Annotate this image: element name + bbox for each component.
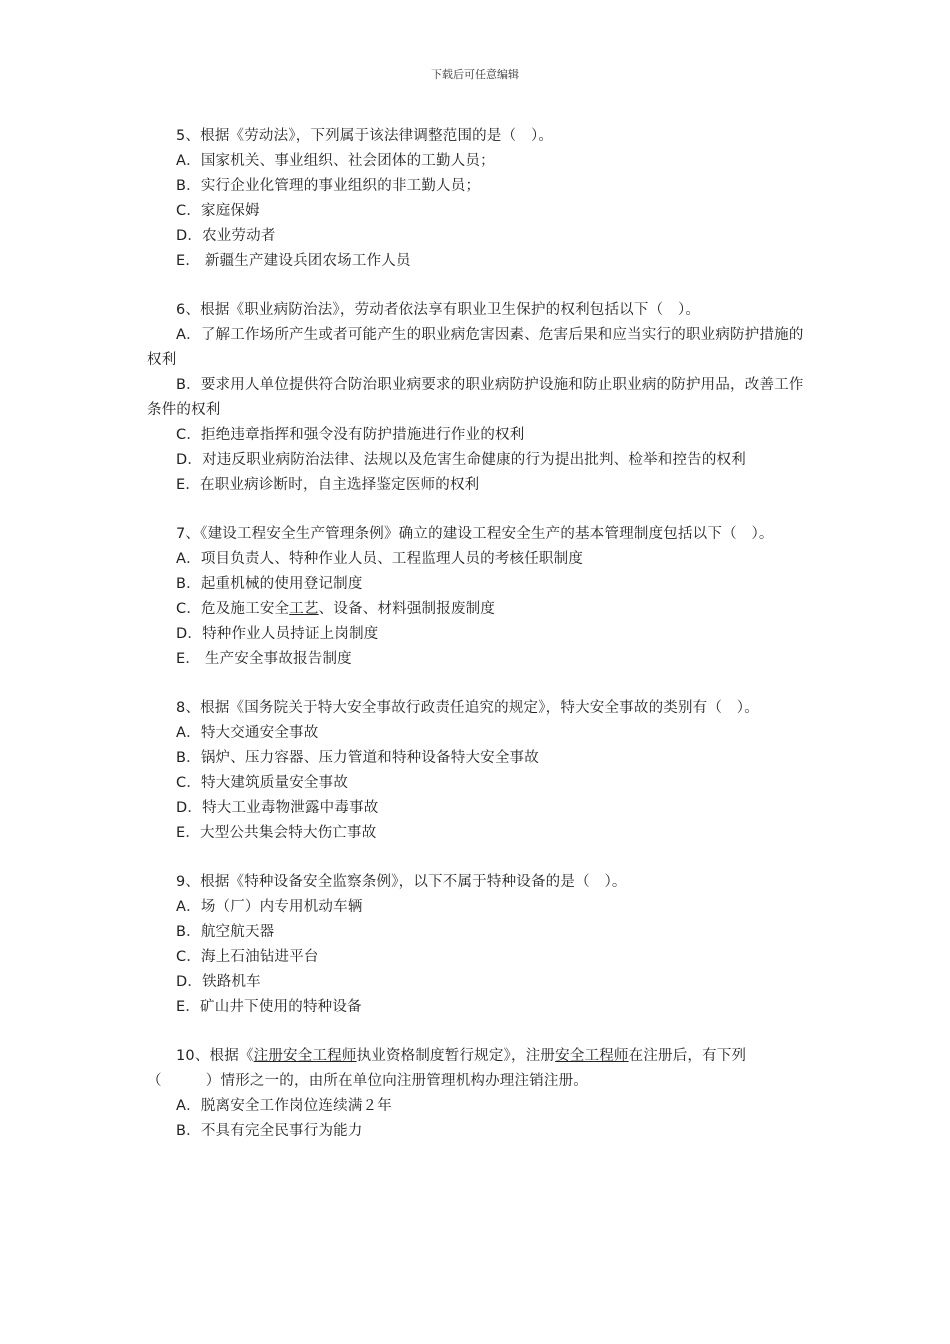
option-b: B．不具有完全民事行为能力 <box>176 1123 363 1139</box>
option-a: A．项目负责人、特种作业人员、工程监理人员的考核任职制度 <box>176 551 584 567</box>
option-e: E．矿山井下使用的特种设备 <box>176 999 362 1015</box>
option-b: B．航空航天器 <box>176 924 275 940</box>
option-e: E． 新疆生产建设兵团农场工作人员 <box>176 253 411 269</box>
question-10 <box>147 1044 807 1144</box>
question-stem: 9、根据《特种设备安全监察条例》，以下不属于特种设备的是（ ）。 <box>176 874 627 890</box>
option-e: E．在职业病诊断时，自主选择鉴定医师的权利 <box>176 477 480 493</box>
linked-term[interactable]: 注册安全工程师 <box>253 1048 357 1064</box>
page-header: 下载后可任意编辑 <box>431 68 519 81</box>
linked-term[interactable]: 安全工程师 <box>555 1048 629 1064</box>
option-c: C．家庭保姆 <box>176 203 260 219</box>
stem-text: 在注册后，有下列（ ）情形之一的，由所在单位向注册管理机构办理注销注册。 <box>147 1048 747 1089</box>
question-9 <box>147 870 807 1020</box>
option-c: C．危及施工安全工艺、设备、材料强制报废制度 <box>176 601 496 617</box>
question-stem: 5、根据《劳动法》，下列属于该法律调整范围的是（ ）。 <box>176 128 554 144</box>
question-stem: 8、根据《国务院关于特大安全事故行政责任追究的规定》，特大安全事故的类别有（ ）。 <box>176 700 759 716</box>
linked-term[interactable]: 工艺 <box>289 601 319 617</box>
stem-text: 10、根据《 <box>176 1048 254 1064</box>
question-stem: 7、《建设工程安全生产管理条例》确立的建设工程安全生产的基本管理制度包括以下（ ）。 <box>176 526 774 542</box>
question-stem: 6、根据《职业病防治法》，劳动者依法享有职业卫生保护的权利包括以下（ ）。 <box>176 302 701 318</box>
option-d: D．对违反职业病防治法律、法规以及危害生命健康的行为提出批判、检举和控告的权利 <box>176 452 746 468</box>
option-b: B．锅炉、压力容器、压力管道和特种设备特大安全事故 <box>176 750 539 766</box>
option-d: D．特大工业毒物泄露中毒事故 <box>176 800 379 816</box>
option-b: B．要求用人单位提供符合防治职业病要求的职业病防护设施和防止职业病的防护用品，改善工作条件的权利 <box>147 377 804 418</box>
question-7 <box>147 522 807 672</box>
option-d: D．铁路机车 <box>176 974 261 990</box>
option-c: C．特大建筑质量安全事故 <box>176 775 349 791</box>
option-a: A．了解工作场所产生或者可能产生的职业病危害因素、危害后果和应当实行的职业病防护措施的权利 <box>147 327 804 368</box>
question-5 <box>147 124 807 274</box>
option-a: A．特大交通安全事故 <box>176 725 319 741</box>
option-e: E． 生产安全事故报告制度 <box>176 651 352 667</box>
option-c: C．海上石油钻进平台 <box>176 949 319 965</box>
option-a: A．场（厂）内专用机动车辆 <box>176 899 363 915</box>
option-b: B．起重机械的使用登记制度 <box>176 576 363 592</box>
document-body <box>147 124 807 1168</box>
option-c: C．拒绝违章指挥和强令没有防护措施进行作业的权利 <box>176 427 525 443</box>
question-8 <box>147 696 807 846</box>
option-a: A．国家机关、事业组织、社会团体的工勤人员； <box>176 153 495 169</box>
option-b: B．实行企业化管理的事业组织的非工勤人员； <box>176 178 481 194</box>
option-d: D．特种作业人员持证上岗制度 <box>176 626 379 642</box>
question-6 <box>147 298 807 498</box>
option-a: A．脱离安全工作岗位连续满２年 <box>176 1098 392 1114</box>
option-d: D．农业劳动者 <box>176 228 276 244</box>
stem-text: 执业资格制度暂行规定》，注册 <box>356 1048 556 1064</box>
question-stem <box>147 1044 807 1094</box>
option-e: E．大型公共集会特大伤亡事故 <box>176 825 377 841</box>
